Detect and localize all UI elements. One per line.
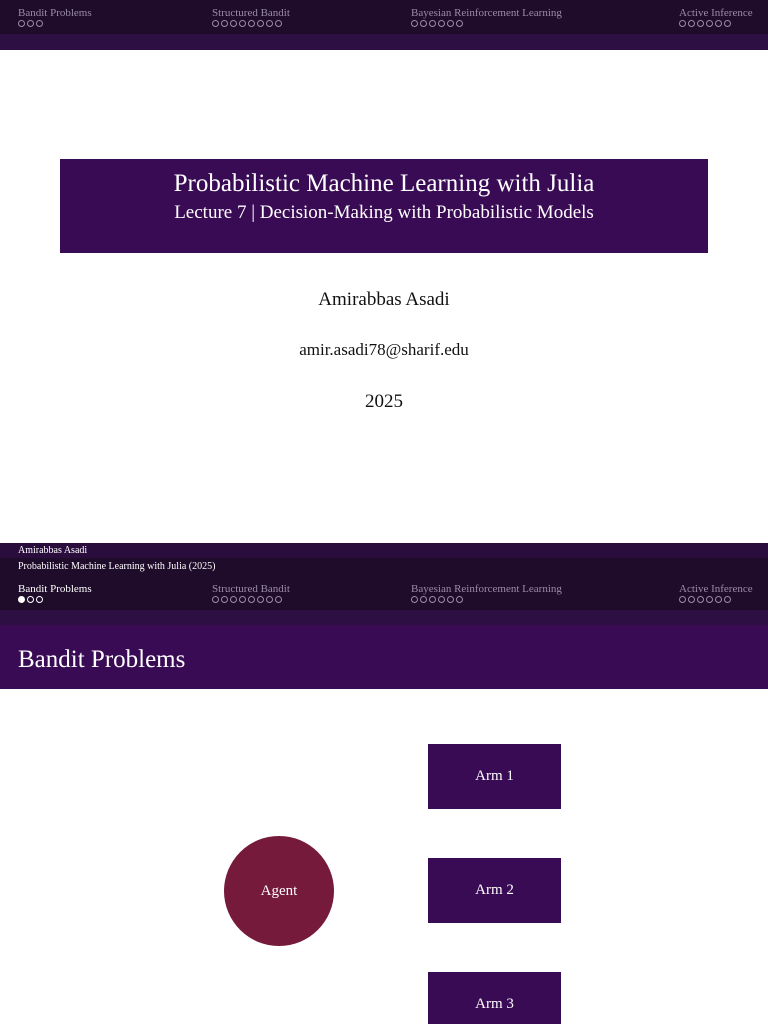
- nav-strip: [0, 34, 768, 50]
- nav-dot[interactable]: [438, 20, 445, 27]
- nav-dot[interactable]: [239, 20, 246, 27]
- author-email: amir.asadi78@sharif.edu: [299, 340, 469, 359]
- nav-dots: [18, 596, 92, 603]
- presentation-year: 2025: [365, 391, 403, 412]
- nav-dot[interactable]: [248, 20, 255, 27]
- nav-dot[interactable]: [18, 20, 25, 27]
- nav-dot[interactable]: [429, 596, 436, 603]
- footer-course: Probabilistic Machine Learning with Julia (2025): [0, 558, 768, 576]
- nav-dot[interactable]: [688, 20, 695, 27]
- arm-1-box: Arm 1: [428, 744, 561, 809]
- nav-dot[interactable]: [429, 20, 436, 27]
- nav-dot[interactable]: [275, 596, 282, 603]
- nav-dot[interactable]: [697, 20, 704, 27]
- nav-dot[interactable]: [275, 20, 282, 27]
- nav-dot[interactable]: [420, 596, 427, 603]
- nav-dot[interactable]: [257, 596, 264, 603]
- nav-dot[interactable]: [715, 20, 722, 27]
- nav-dot[interactable]: [456, 20, 463, 27]
- nav-section-bandit-problems[interactable]: Bandit Problems: [18, 583, 92, 603]
- presentation-subtitle: Lecture 7 | Decision-Making with Probabilistic Models: [174, 202, 594, 223]
- nav-dots: [679, 20, 753, 27]
- nav-dot[interactable]: [715, 596, 722, 603]
- frame-title: Bandit Problems: [0, 625, 768, 689]
- nav-dot[interactable]: [447, 596, 454, 603]
- nav-dot[interactable]: [688, 596, 695, 603]
- nav-dot[interactable]: [447, 20, 454, 27]
- top-navigation: [0, 0, 768, 34]
- nav-dot[interactable]: [706, 596, 713, 603]
- nav-dot[interactable]: [266, 20, 273, 27]
- nav-dot[interactable]: [36, 596, 43, 603]
- nav-dot[interactable]: [36, 20, 43, 27]
- nav-dot[interactable]: [27, 20, 34, 27]
- nav-dot[interactable]: [221, 596, 228, 603]
- nav-dot[interactable]: [724, 596, 731, 603]
- nav-dot[interactable]: [724, 20, 731, 27]
- nav-dot[interactable]: [18, 596, 25, 603]
- nav-dot[interactable]: [27, 596, 34, 603]
- nav-section-structured-bandit[interactable]: Structured Bandit: [212, 7, 290, 27]
- nav-dots: [679, 596, 753, 603]
- nav-dot[interactable]: [266, 596, 273, 603]
- nav-section-active-inference[interactable]: Active Inference: [679, 7, 753, 27]
- nav-dot[interactable]: [212, 596, 219, 603]
- nav-dot[interactable]: [706, 20, 713, 27]
- nav-dot[interactable]: [239, 596, 246, 603]
- title-box: [60, 159, 708, 253]
- footer-author: Amirabbas Asadi: [0, 543, 768, 558]
- top-navigation-slide2: [0, 576, 768, 610]
- nav-dot[interactable]: [679, 596, 686, 603]
- nav-dot[interactable]: [679, 20, 686, 27]
- nav-dots: [18, 20, 92, 27]
- nav-dot[interactable]: [230, 596, 237, 603]
- nav-dot[interactable]: [438, 596, 445, 603]
- nav-section-active-inference[interactable]: Active Inference: [679, 583, 753, 603]
- nav-section-bayesian-rl[interactable]: Bayesian Reinforcement Learning: [411, 583, 562, 603]
- nav-dot[interactable]: [411, 596, 418, 603]
- agent-node: Agent: [224, 836, 334, 946]
- nav-dots: [212, 20, 290, 27]
- nav-dot[interactable]: [230, 20, 237, 27]
- nav-dots: [411, 20, 562, 27]
- nav-dots: [411, 596, 562, 603]
- arm-2-box: Arm 2: [428, 858, 561, 923]
- nav-dot[interactable]: [248, 596, 255, 603]
- nav-dot[interactable]: [257, 20, 264, 27]
- nav-dot[interactable]: [411, 20, 418, 27]
- presentation-title: Probabilistic Machine Learning with Julia: [173, 170, 595, 197]
- nav-dot[interactable]: [212, 20, 219, 27]
- nav-dot[interactable]: [221, 20, 228, 27]
- arm-3-box: Arm 3: [428, 972, 561, 1024]
- nav-strip: [0, 610, 768, 626]
- nav-section-bandit-problems[interactable]: Bandit Problems: [18, 7, 92, 27]
- nav-dot[interactable]: [456, 596, 463, 603]
- nav-dot[interactable]: [697, 596, 704, 603]
- nav-dot[interactable]: [420, 20, 427, 27]
- nav-section-structured-bandit[interactable]: Structured Bandit: [212, 583, 290, 603]
- nav-dots: [212, 596, 290, 603]
- nav-section-bayesian-rl[interactable]: Bayesian Reinforcement Learning: [411, 7, 562, 27]
- author-name: Amirabbas Asadi: [318, 289, 450, 310]
